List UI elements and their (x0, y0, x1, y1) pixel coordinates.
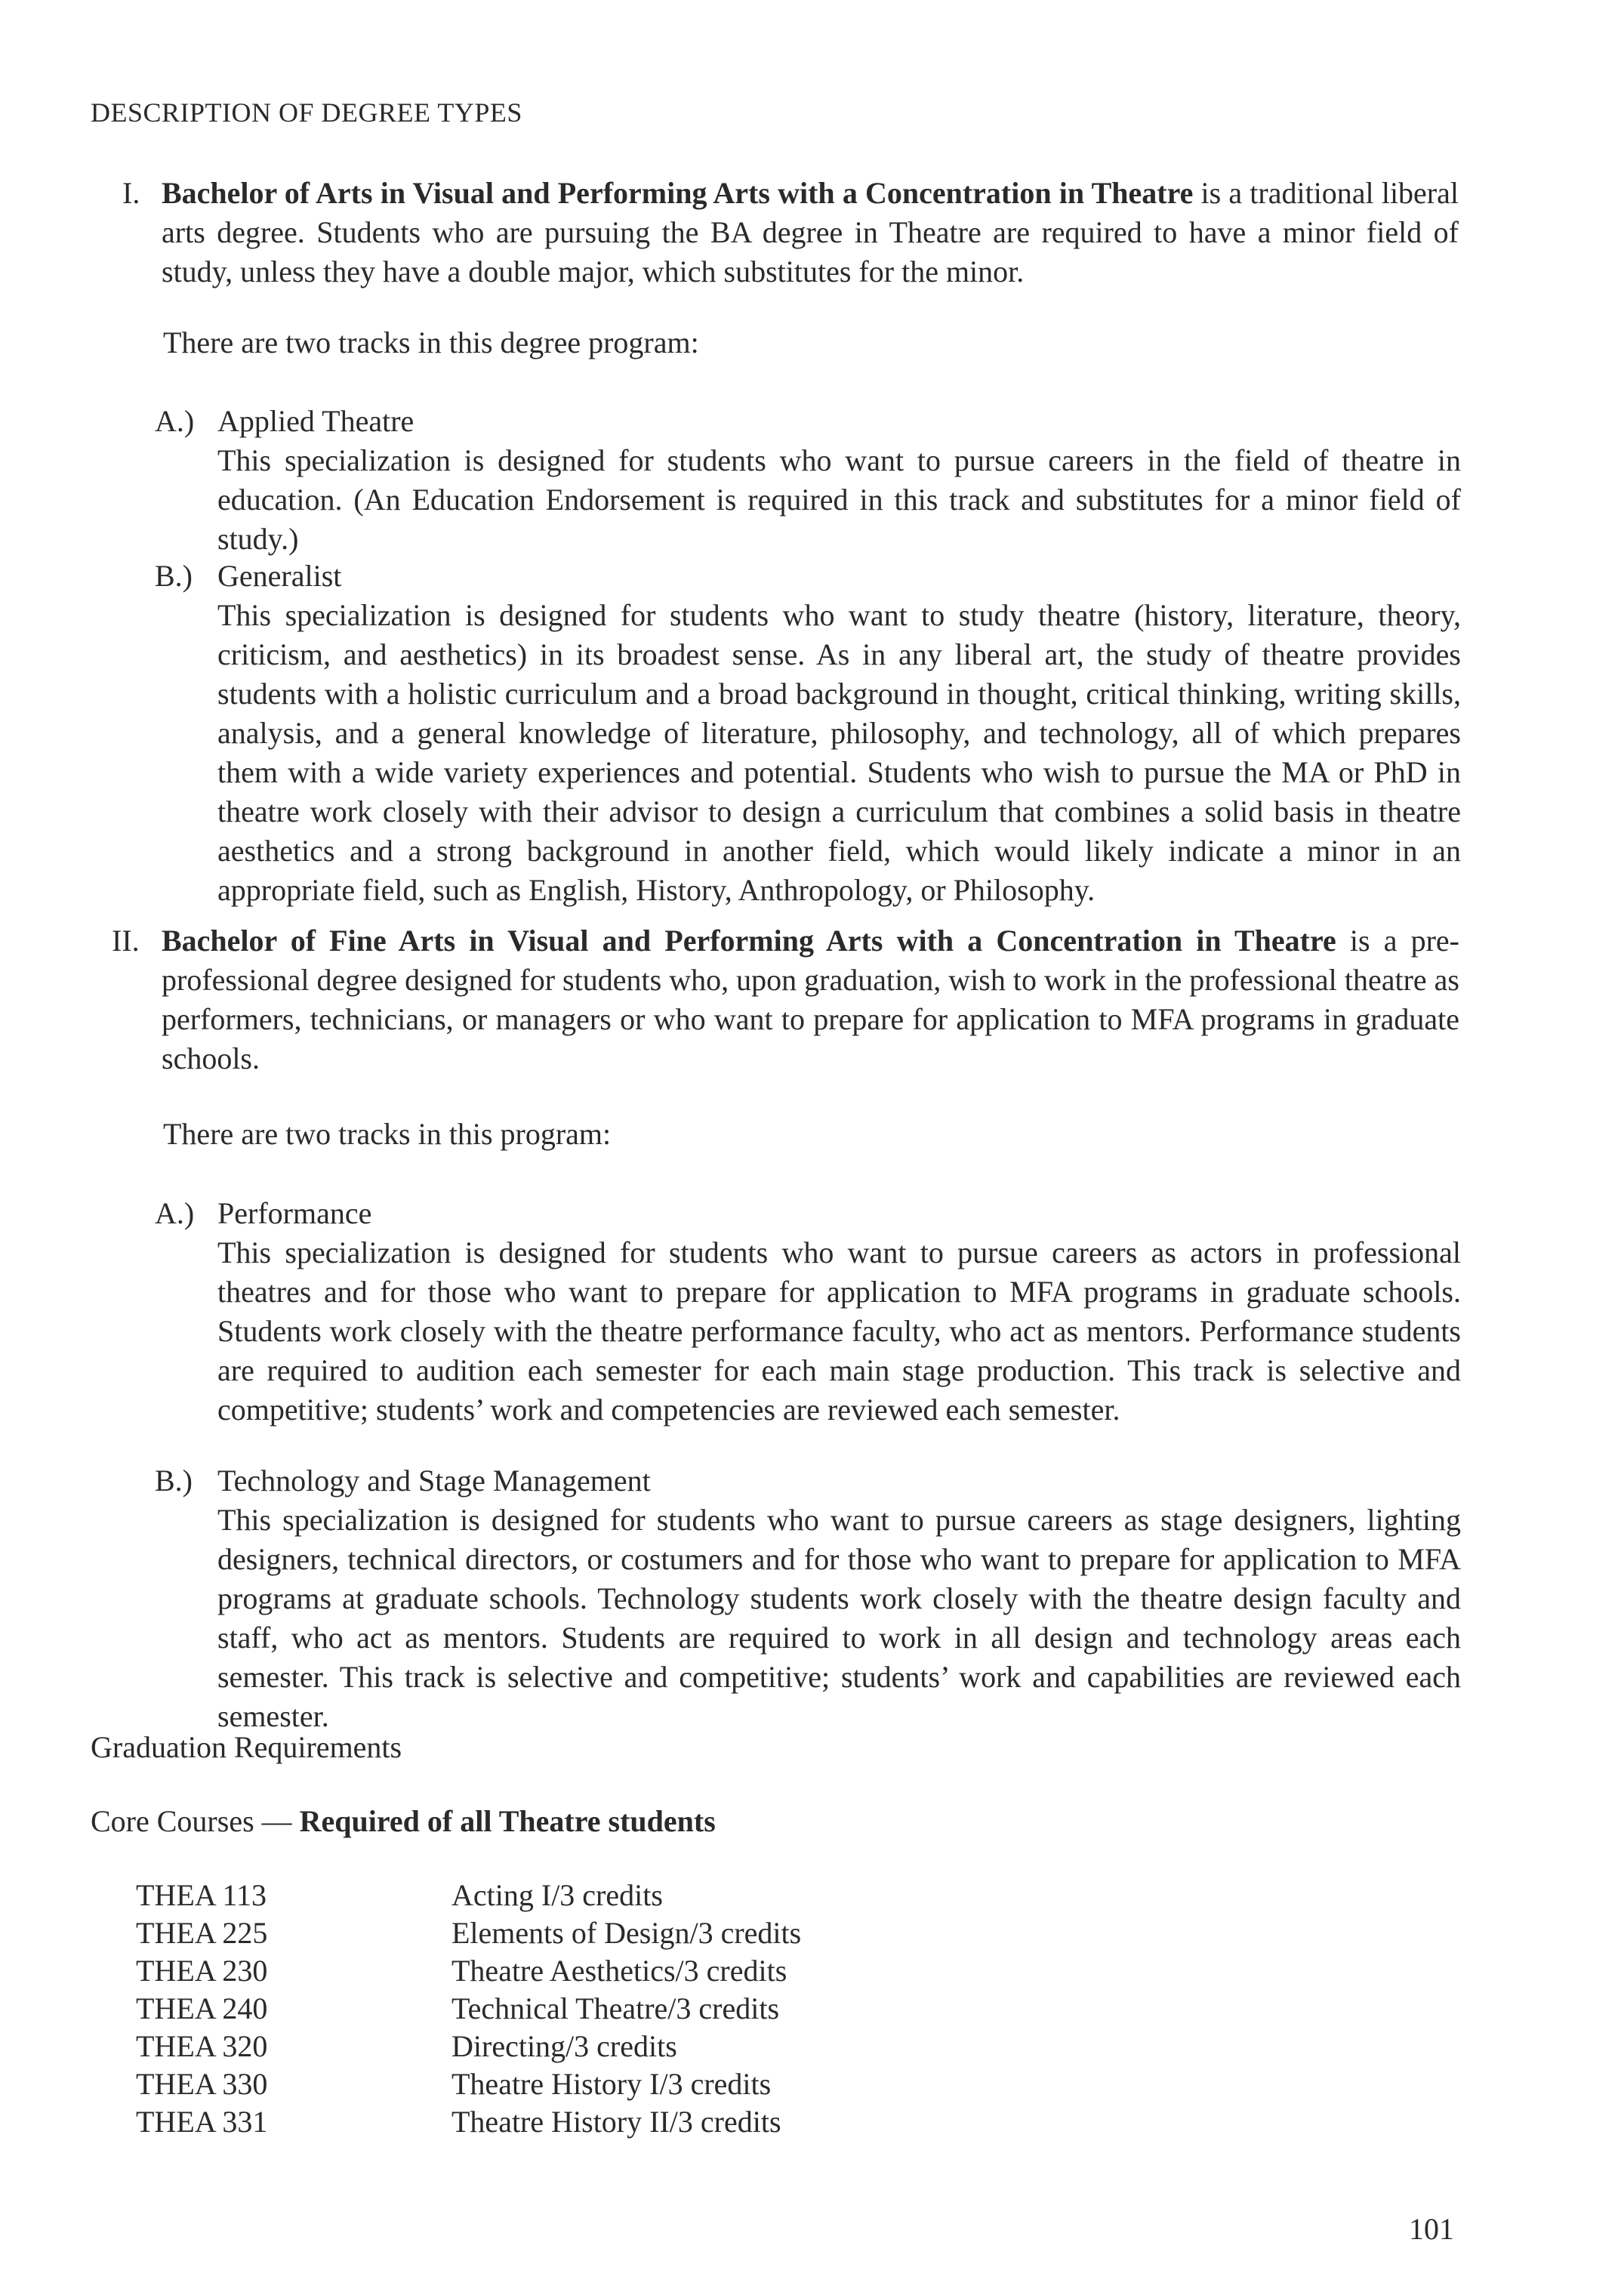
course-code: THEA 113 (136, 1878, 267, 1912)
graduation-requirements-heading: Graduation Requirements (91, 1730, 402, 1764)
track-content (217, 1461, 1461, 1736)
course-code: THEA 240 (136, 1991, 268, 2025)
course-title: Elements of Design/3 credits (451, 1916, 802, 1950)
table-row (136, 2065, 801, 2103)
section-description (162, 921, 1459, 1078)
section-ba-degree (122, 174, 1459, 292)
course-title: Theatre History I/3 credits (451, 2067, 772, 2101)
track-content (217, 402, 1461, 559)
course-code: THEA 330 (136, 2067, 268, 2101)
track-letter: A.) (155, 1196, 195, 1230)
track-title: Performance (217, 1196, 372, 1230)
table-row (136, 1914, 801, 1952)
table-row (136, 1877, 801, 1914)
section-numeral: I. (122, 176, 140, 210)
track-letter: B.) (155, 1464, 193, 1498)
track-title: Applied Theatre (217, 404, 414, 438)
section-bfa-degree (112, 921, 1459, 1078)
core-courses-table (136, 1877, 801, 2141)
track-letter: A.) (155, 404, 195, 438)
tracks-intro: There are two tracks in this program: (163, 1117, 612, 1151)
course-code: THEA 225 (136, 1916, 268, 1950)
page-heading: DESCRIPTION OF DEGREE TYPES (91, 97, 522, 128)
track-title: Generalist (217, 559, 342, 593)
track-performance (155, 1194, 1461, 1430)
section-description (162, 174, 1459, 292)
table-row (136, 2103, 801, 2141)
track-title: Technology and Stage Management (217, 1464, 651, 1498)
core-courses-heading (91, 1802, 716, 1841)
core-courses-note: Required of all Theatre students (299, 1804, 716, 1838)
track-content (217, 1194, 1461, 1430)
track-letter: B.) (155, 559, 193, 593)
degree-description: is a traditional liberal arts degree. Students who are pursuing the BA degree in Theatre are required to have a minor field of study, unless they have a double major, which substitutes for the minor. (162, 176, 1459, 288)
course-title: Directing/3 credits (451, 2029, 677, 2063)
degree-description: is a pre-professional degree designed for students who, upon graduation, wish to work in the professional theatre as performers, technicians, or managers or who want to prepare for application to MFA programs in graduate schools. (162, 924, 1460, 1075)
page-number: 101 (1409, 2212, 1454, 2246)
course-code: THEA 331 (136, 2105, 268, 2139)
track-applied-theatre (155, 402, 1461, 559)
course-title: Theatre Aesthetics/3 credits (451, 1954, 787, 1988)
track-technology-stage-management (155, 1461, 1461, 1736)
course-title: Theatre History II/3 credits (451, 2105, 781, 2139)
course-code: THEA 320 (136, 2029, 268, 2063)
track-body: This specialization is designed for students who want to study theatre (history, literature, theory, criticism, and aesthetics) in its broadest sense. As in any liberal art, the study of theatre provides students with a holistic curriculum and a broad background in thought, critical thinking, writing skills, analysis, and a general knowledge of literature, philosophy, and technology, all of which prepares them with a wide variety experiences and potential. Students who wish to pursue the MA or PhD in theatre work closely with their advisor to design a curriculum that combines a solid basis in theatre aesthetics and a strong background in another field, which would likely indicate a minor in an appropriate field, such as English, History, Anthropology, or Philosophy. (217, 598, 1461, 907)
track-generalist (155, 557, 1461, 910)
section-numeral: II. (112, 924, 140, 958)
track-body: This specialization is designed for students who want to pursue careers as stage designers, lighting designers, technical directors, or costumers and for those who want to prepare for application to MFA programs at graduate schools. Technology students work closely with the theatre design faculty and staff, who act as mentors. Students are required to work in all design and technology areas each semester. This track is selective and competitive; students’ work and capabilities are reviewed each semester. (217, 1503, 1461, 1733)
tracks-intro: There are two tracks in this degree program: (163, 325, 699, 359)
table-row (136, 2028, 801, 2065)
track-body: This specialization is designed for students who want to pursue careers as actors in professional theatres and for those who want to prepare for application to MFA programs in graduate schools. Students work closely with the theatre performance faculty, who act as mentors. Performance students are required to audition each semester for each main stage production. This track is selective and competitive; students’ work and competencies are reviewed each semester. (217, 1235, 1461, 1427)
core-courses-label: Core Courses — (91, 1804, 300, 1838)
degree-title: Bachelor of Fine Arts in Visual and Performing Arts with a Concentration in Theatre (162, 924, 1336, 958)
track-content (217, 557, 1461, 910)
course-code: THEA 230 (136, 1954, 268, 1988)
course-title: Acting I/3 credits (451, 1878, 663, 1912)
degree-title: Bachelor of Arts in Visual and Performing Arts with a Concentration in Theatre (162, 176, 1194, 210)
table-row (136, 1952, 801, 1990)
track-body: This specialization is designed for students who want to pursue careers in the field of theatre in education. (An Education Endorsement is required in this track and substitutes for a minor field of study.) (217, 443, 1461, 556)
course-title: Technical Theatre/3 credits (451, 1991, 780, 2025)
table-row (136, 1990, 801, 2028)
